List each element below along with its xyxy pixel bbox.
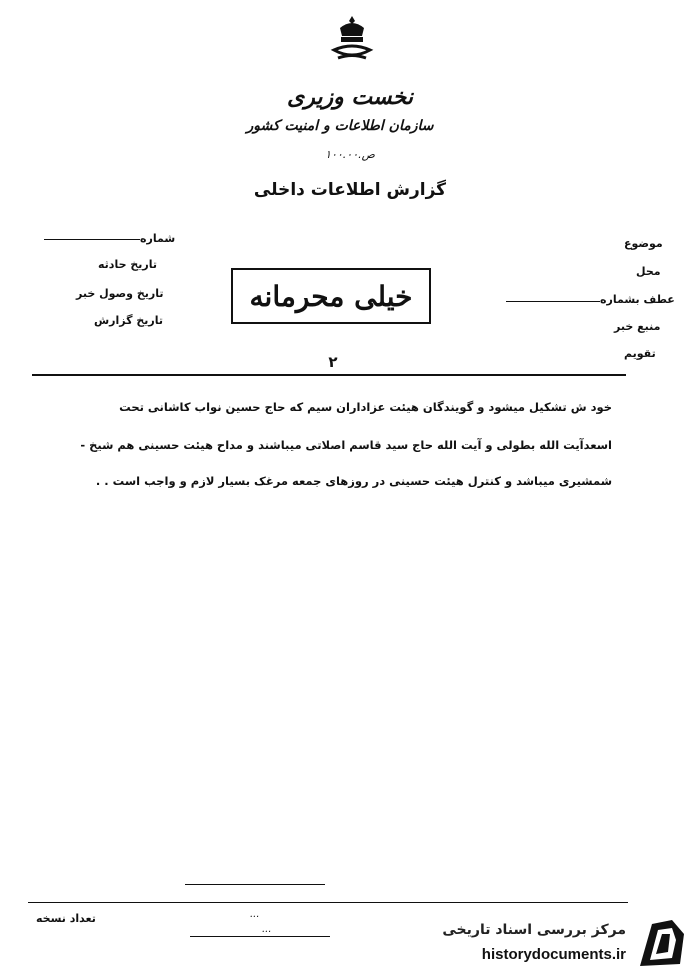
organization-heading: سازمان اطلاعات و امنیت کشور <box>246 118 434 134</box>
event-date-label: تاریخ حادثه <box>98 258 157 271</box>
watermark-name: مرکز بررسی اسناد تاریخی <box>442 922 626 938</box>
crown-emblem-icon <box>322 10 382 70</box>
subject-label: موضوع <box>624 237 663 250</box>
signature-line-1: ... <box>250 909 260 920</box>
body-line-1: خود ش تشکیل میشود و گویندگان هیئت عزاداران سیم که حاج حسین نواب کاشانی تحت <box>119 400 612 414</box>
evaluation-label: تقویم <box>624 347 656 360</box>
footer-rule-bottom <box>190 936 330 937</box>
page-number: ۲ <box>328 353 338 371</box>
document-code: ص.۱۰۰.۰۰ <box>325 148 375 161</box>
footer-rule-short <box>185 884 325 885</box>
classification-stamp <box>231 268 431 324</box>
copies-label: تعداد نسخه <box>36 912 96 925</box>
number-label: شماره <box>140 232 176 245</box>
signature-line-2: ... <box>262 924 272 935</box>
header-divider <box>32 374 626 376</box>
receipt-date-label: تاریخ وصول خبر <box>76 287 164 300</box>
watermark-logo-icon <box>632 914 692 974</box>
body-line-2: اسعدآیت الله بطولی و آیت الله حاج سید قاسم اصلاتی میباشند و مداح هیئت حسینی هم شیخ - <box>80 438 612 452</box>
number-blank-line <box>44 239 140 240</box>
place-label: محل <box>636 265 661 278</box>
reference-number-label: عطف بشماره <box>600 293 675 306</box>
watermark-url: historydocuments.ir <box>481 946 626 963</box>
classification-text: خیلی محرمانه <box>249 279 413 313</box>
reference-blank-line <box>506 301 600 302</box>
source-label: منبع خبر <box>614 320 661 333</box>
body-line-3: شمشیری میباشد و کنترل هیئت حسینی در روزهای جمعه مرغک بسیار لازم و واجب است . . <box>95 474 612 488</box>
ministry-heading: نخست وزیری <box>287 84 413 110</box>
report-title: گزارش اطلاعات داخلی <box>253 180 447 200</box>
footer-rule <box>28 902 628 903</box>
report-date-label: تاریخ گزارش <box>94 314 164 327</box>
